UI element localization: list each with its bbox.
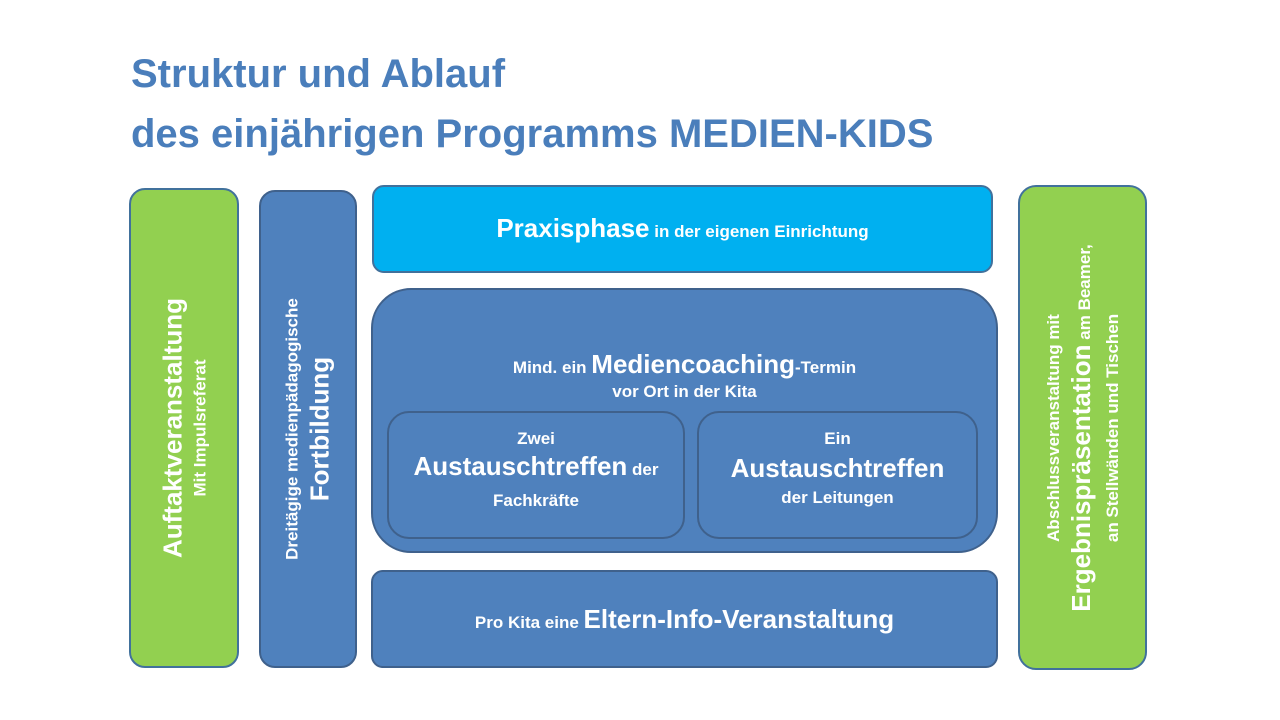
abschluss-line1: Abschlussveranstaltung mit bbox=[1043, 313, 1063, 542]
abschluss-text bbox=[1042, 244, 1124, 611]
fortbildung-text bbox=[281, 298, 336, 560]
austausch-leitungen-line3: der Leitungen bbox=[781, 488, 894, 507]
austausch-leitungen-title: Austauschtreffen bbox=[730, 453, 945, 483]
mediencoaching-box bbox=[371, 288, 998, 553]
austausch-fachkraefte-title: Austauschtreffen bbox=[413, 451, 628, 481]
austausch-fachkraefte-line3: Fachkräfte bbox=[493, 491, 579, 510]
mediencoaching-post: -Termin bbox=[795, 358, 857, 377]
fortbildung-pre: Dreitägige medienpädagogische bbox=[282, 298, 302, 560]
austausch-fachkraefte-line1: Zwei bbox=[517, 429, 555, 448]
austausch-fachkraefte-post: der bbox=[627, 460, 659, 479]
praxisphase-box bbox=[372, 185, 993, 273]
auftakt-subtitle: Mit Impulsreferat bbox=[190, 359, 210, 497]
austausch-fachkraefte-text bbox=[389, 427, 683, 512]
eltern-info-pre: Pro Kita eine bbox=[474, 613, 584, 632]
title-line-1: Struktur und Ablauf bbox=[131, 52, 506, 96]
abschluss-box bbox=[1018, 185, 1147, 670]
page-title bbox=[131, 44, 933, 164]
austausch-leitungen-line1: Ein bbox=[824, 429, 851, 448]
abschluss-post: am Beamer, bbox=[1074, 243, 1094, 344]
title-line-2: des einjährigen Programms MEDIEN-KIDS bbox=[131, 112, 934, 156]
eltern-info-title: Eltern-Info-Veranstaltung bbox=[583, 604, 895, 634]
eltern-info-box bbox=[371, 570, 998, 668]
mediencoaching-line2: vor Ort in der Kita bbox=[612, 382, 757, 401]
auftakt-box bbox=[129, 188, 239, 668]
praxisphase-text bbox=[374, 212, 991, 244]
mediencoaching-title: Mediencoaching bbox=[591, 349, 795, 379]
abschluss-title: Ergebnispräsentation bbox=[1065, 343, 1096, 612]
fortbildung-title: Fortbildung bbox=[304, 356, 335, 502]
fortbildung-box bbox=[259, 190, 357, 668]
auftakt-title: Auftaktveranstaltung bbox=[157, 297, 188, 559]
abschluss-line3: an Stellwänden und Tischen bbox=[1102, 313, 1122, 542]
praxisphase-rest: in der eigenen Einrichtung bbox=[649, 222, 869, 241]
austausch-leitungen-text bbox=[699, 427, 976, 509]
eltern-info-text bbox=[373, 603, 996, 635]
auftakt-text bbox=[157, 298, 212, 558]
mediencoaching-pre: Mind. ein bbox=[512, 358, 592, 377]
austausch-fachkraefte-box bbox=[387, 411, 685, 539]
praxisphase-title: Praxisphase bbox=[496, 213, 650, 243]
mediencoaching-text bbox=[373, 348, 996, 403]
austausch-leitungen-box bbox=[697, 411, 978, 539]
